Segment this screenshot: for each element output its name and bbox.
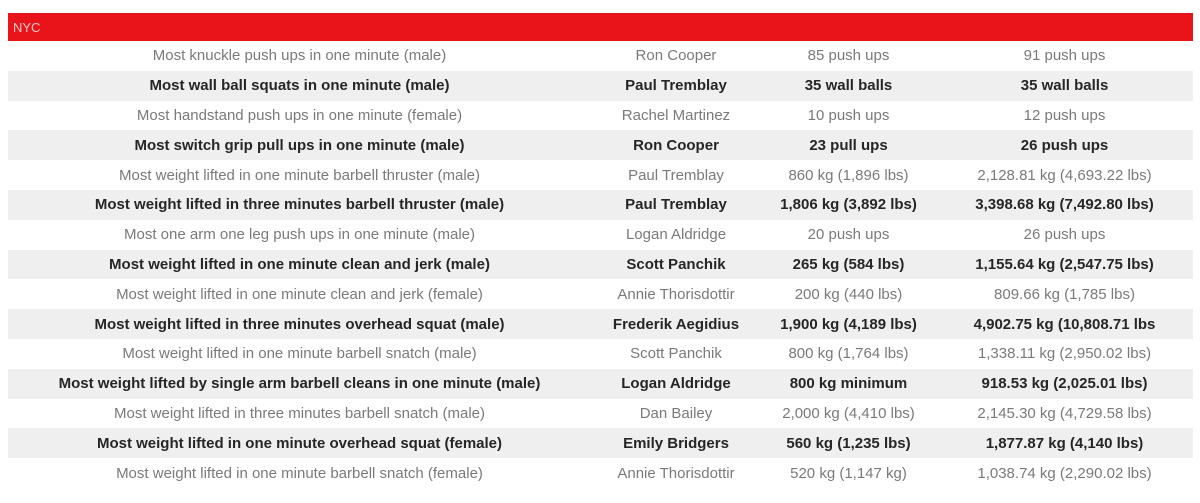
record-event-cell: Most handstand push ups in one minute (female)	[8, 101, 591, 131]
table-row	[8, 279, 1193, 309]
athlete-cell: Annie Thorisdottir	[591, 458, 761, 488]
table-row	[8, 71, 1193, 101]
table-row	[8, 250, 1193, 280]
table-row	[8, 309, 1193, 339]
previous-record-cell: 35 wall balls	[761, 71, 936, 101]
previous-record-cell: 800 kg (1,764 lbs)	[761, 339, 936, 369]
record-event-cell: Most weight lifted in one minute barbell snatch (male)	[8, 339, 591, 369]
record-event-cell: Most weight lifted in one minute barbell thruster (male)	[8, 160, 591, 190]
previous-record-cell: 23 pull ups	[761, 130, 936, 160]
athlete-cell: Ron Cooper	[591, 130, 761, 160]
location-label: NYC	[8, 13, 1193, 41]
athlete-cell: Logan Aldridge	[591, 220, 761, 250]
previous-record-cell: 860 kg (1,896 lbs)	[761, 160, 936, 190]
record-event-cell: Most switch grip pull ups in one minute (male)	[8, 130, 591, 160]
record-event-cell: Most wall ball squats in one minute (male)	[8, 71, 591, 101]
table-row	[8, 458, 1193, 488]
record-event-cell: Most weight lifted in three minutes overhead squat (male)	[8, 309, 591, 339]
previous-record-cell: 20 push ups	[761, 220, 936, 250]
new-record-cell: 26 push ups	[936, 130, 1193, 160]
athlete-cell: Scott Panchik	[591, 250, 761, 280]
new-record-cell: 918.53 kg (2,025.01 lbs)	[936, 369, 1193, 399]
athlete-cell: Frederik Aegidius	[591, 309, 761, 339]
new-record-cell: 26 push ups	[936, 220, 1193, 250]
table-row	[8, 369, 1193, 399]
table-row	[8, 399, 1193, 429]
record-event-cell: Most weight lifted in one minute overhead squat (female)	[8, 428, 591, 458]
new-record-cell: 1,338.11 kg (2,950.02 lbs)	[936, 339, 1193, 369]
table-header-row	[8, 13, 1193, 41]
table-row	[8, 160, 1193, 190]
athlete-cell: Rachel Martinez	[591, 101, 761, 131]
previous-record-cell: 520 kg (1,147 kg)	[761, 458, 936, 488]
previous-record-cell: 85 push ups	[761, 41, 936, 71]
table-row	[8, 190, 1193, 220]
table-row	[8, 41, 1193, 71]
previous-record-cell: 800 kg minimum	[761, 369, 936, 399]
new-record-cell: 1,038.74 kg (2,290.02 lbs)	[936, 458, 1193, 488]
record-event-cell: Most weight lifted in one minute barbell snatch (female)	[8, 458, 591, 488]
table-row	[8, 101, 1193, 131]
athlete-cell: Dan Bailey	[591, 399, 761, 429]
athlete-cell: Logan Aldridge	[591, 369, 761, 399]
new-record-cell: 809.66 kg (1,785 lbs)	[936, 279, 1193, 309]
new-record-cell: 1,877.87 kg (4,140 lbs)	[936, 428, 1193, 458]
athlete-cell: Emily Bridgers	[591, 428, 761, 458]
previous-record-cell: 1,900 kg (4,189 lbs)	[761, 309, 936, 339]
athlete-cell: Paul Tremblay	[591, 190, 761, 220]
record-event-cell: Most knuckle push ups in one minute (male)	[8, 41, 591, 71]
previous-record-cell: 2,000 kg (4,410 lbs)	[761, 399, 936, 429]
table-row	[8, 428, 1193, 458]
new-record-cell: 2,145.30 kg (4,729.58 lbs)	[936, 399, 1193, 429]
athlete-cell: Ron Cooper	[591, 41, 761, 71]
athlete-cell: Paul Tremblay	[591, 71, 761, 101]
previous-record-cell: 1,806 kg (3,892 lbs)	[761, 190, 936, 220]
new-record-cell: 3,398.68 kg (7,492.80 lbs)	[936, 190, 1193, 220]
table-row	[8, 130, 1193, 160]
new-record-cell: 91 push ups	[936, 41, 1193, 71]
new-record-cell: 12 push ups	[936, 101, 1193, 131]
records-table	[8, 13, 1193, 488]
new-record-cell: 35 wall balls	[936, 71, 1193, 101]
record-event-cell: Most one arm one leg push ups in one minute (male)	[8, 220, 591, 250]
records-table-body	[8, 13, 1193, 488]
record-event-cell: Most weight lifted by single arm barbell cleans in one minute (male)	[8, 369, 591, 399]
record-event-cell: Most weight lifted in three minutes barbell thruster (male)	[8, 190, 591, 220]
previous-record-cell: 10 push ups	[761, 101, 936, 131]
new-record-cell: 1,155.64 kg (2,547.75 lbs)	[936, 250, 1193, 280]
record-event-cell: Most weight lifted in one minute clean and jerk (male)	[8, 250, 591, 280]
previous-record-cell: 200 kg (440 lbs)	[761, 279, 936, 309]
previous-record-cell: 560 kg (1,235 lbs)	[761, 428, 936, 458]
new-record-cell: 2,128.81 kg (4,693.22 lbs)	[936, 160, 1193, 190]
athlete-cell: Paul Tremblay	[591, 160, 761, 190]
previous-record-cell: 265 kg (584 lbs)	[761, 250, 936, 280]
new-record-cell: 4,902.75 kg (10,808.71 lbs	[936, 309, 1193, 339]
record-event-cell: Most weight lifted in one minute clean and jerk (female)	[8, 279, 591, 309]
table-row	[8, 339, 1193, 369]
athlete-cell: Annie Thorisdottir	[591, 279, 761, 309]
table-row	[8, 220, 1193, 250]
record-event-cell: Most weight lifted in three minutes barbell snatch (male)	[8, 399, 591, 429]
athlete-cell: Scott Panchik	[591, 339, 761, 369]
